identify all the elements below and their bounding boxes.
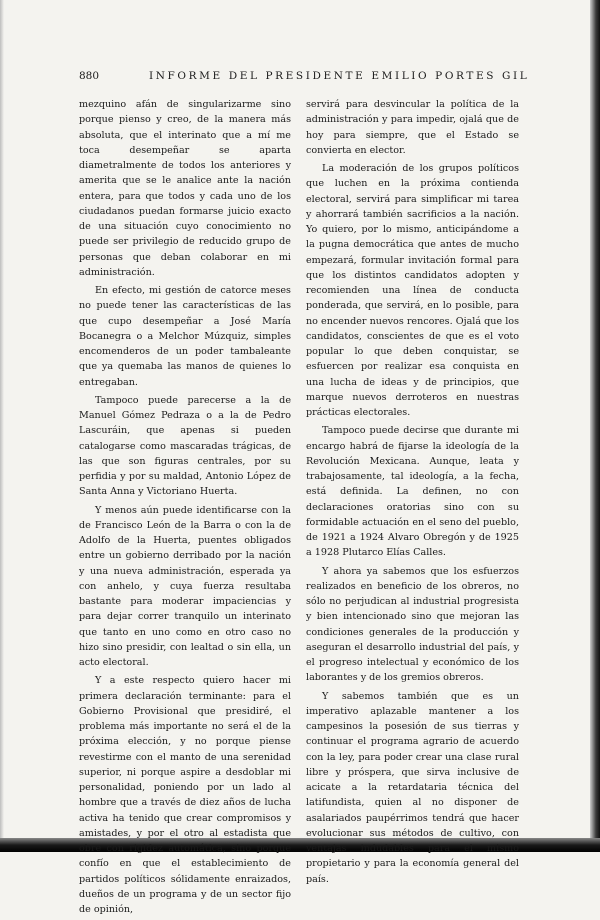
paragraph: Y a este respecto quiero hacer mi primera declaración terminante: para el Gobierno Provisional que presidiré, el problema más importante no será el de la próxima elección, y no porque piense revestirme con el manto de una serenidad superior, ni porque aspire a desdoblar mi personalidad, poniendo por un lado al hombre que a través de diez años de lucha activa ha tenido que crear compromisos y amistades, y por el otro al estadista que obre con rigidez automática, sino porque confío en que el establecimiento de partidos políticos sólidamente enraizados, dueños de un programa y de un sector fijo de opinión,	[79, 675, 291, 915]
paragraph: Y menos aún puede identificarse con la de Francisco León de la Barra o con la de Adolfo de la Huerta, puentes obligados entre un gobierno derribado por la nación y una nueva administración, esperada ya con anhelo, y cuya fuerza resultaba bastante para moderar impaciencias y para dejar correr tranquilo un interinato que tanto en uno como en otro caso no hizo sino presidir, con lealtad o sin ella, un acto electoral.	[79, 504, 291, 668]
paragraph: servirá para desvincular la política de la administración y para impedir, ojalá que de hoy para siempre, que el Estado se convierta en elector.	[306, 99, 519, 156]
paragraph: Y sabemos también que es un imperativo aplazable mantener a los campesinos la posesión de sus tierras y continuar el programa agrario de acuerdo con la ley, para poder crear una clase rural libre y próspera, que sirva inclusive de acicate a la retardataria técnica del latifundista, quien al no disponer de asalariados paupérrimos tendrá que hacer evolucionar sus métodos de cultivo, con ventajas indudables para el mismo propietario y para la economía general del país.	[306, 690, 519, 885]
paragraph: La moderación de los grupos políticos que luchen en la próxima contienda electoral, servirá para simplificar mi tarea y ahorrará también sacrificios a la nación. Yo quiero, por lo mismo, anticipándome a la pugna democrática que antes de mucho empezará, formular invitación formal para que los distintos candidatos adopten y recomienden una línea de conducta ponderada, que servirá, en lo posible, para no encender nuevos rencores. Ojalá que los candidatos, conscientes de que es el voto popular lo que deben conquistar, se esfuercen por realizar esa conquista en una lucha de ideas y de principios, que marque nuevos derroteros en nuestras prácticas electorales.	[306, 163, 519, 418]
running-head: INFORME DEL PRESIDENTE EMILIO PORTES GIL	[149, 70, 530, 82]
page-number: 880	[79, 70, 100, 82]
left-column	[79, 97, 291, 920]
right-column	[306, 97, 519, 890]
page-header	[79, 70, 530, 86]
paragraph: En efecto, mi gestión de catorce meses no puede tener las características de las que cupo desempeñar a José María Bocanegra o a Melchor Múzquiz, simples encomenderos de un poder tambaleante que ya quemaba las manos de quienes lo entregaban.	[79, 285, 291, 388]
paragraph: Tampoco puede parecerse a la de Manuel Gómez Pedraza o a la de Pedro Lascuráin, que apenas si pueden catalogarse como mascaradas trágicas, de las que son figuras centrales, por su perfidia y por su maldad, Antonio López de Santa Anna y Victoriano Huerta.	[79, 394, 291, 498]
scan-edge-right	[590, 0, 600, 852]
scan-edge-left	[0, 0, 4, 852]
paragraph: Y ahora ya sabemos que los esfuerzos realizados en beneficio de los obreros, no sólo no perjudican al industrial progresista y bien intencionado sino que mejoran las condiciones generales de la producción y aseguran el desarrollo industrial del país, y el progreso intelectual y económico de los laborantes y de los gremios obreros.	[306, 565, 519, 684]
paragraph: Tampoco puede decirse que durante mi encargo habrá de fijarse la ideología de la Revolución Mexicana. Aunque, leata y trabajosamente, tal ideología, a la fecha, está definida. La definen, no con declaraciones oratorias sino con su formidable actuación en el seno del pueblo, de 1921 a 1924 Alvaro Obregón y de 1925 a 1928 Plutarco Elías Calles.	[306, 425, 519, 559]
paragraph: mezquino afán de singularizarme sino porque pienso y creo, de la manera más absoluta, que el interinato que a mí me toca desempeñar se aparta diametralmente de todos los anteriores y amerita que se le analice ante la nación entera, para que todos y cada uno de los ciudadanos puedan formarse juicio exacto de una situación cuyo conocimiento no puede ser privilegio de reducido grupo de personas que deban colaborar en mi administración.	[79, 99, 291, 278]
